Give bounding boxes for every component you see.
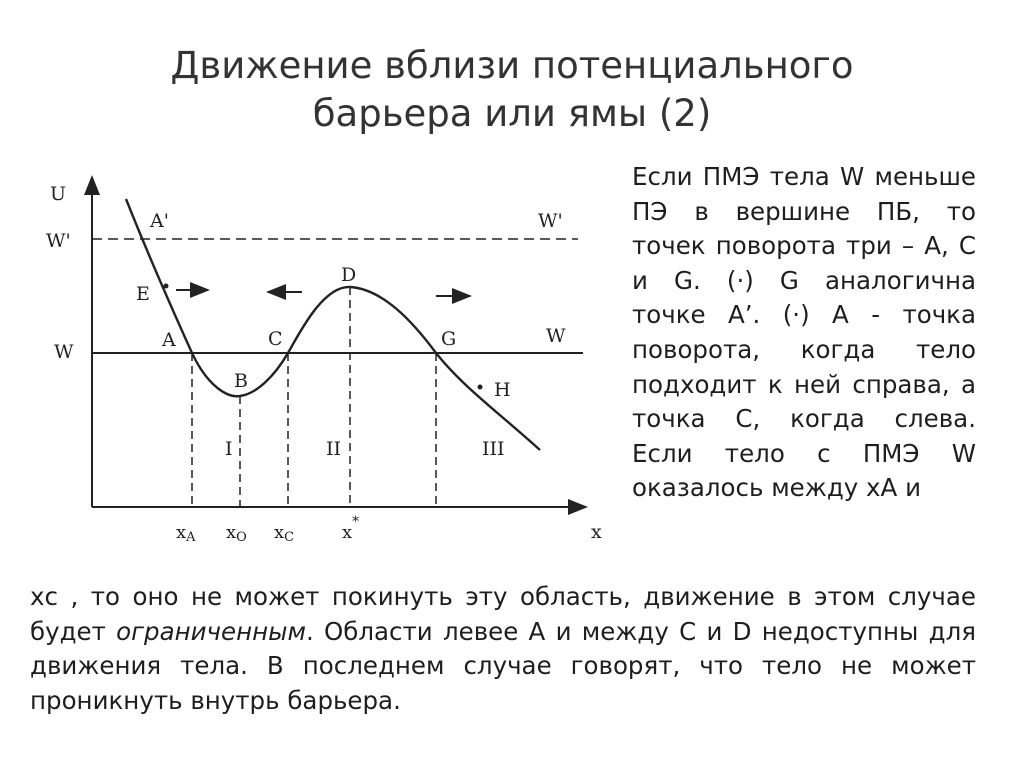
region-1: I [225, 438, 233, 460]
tick-xa: xA [176, 522, 196, 545]
region-3: III [482, 438, 505, 460]
side-paragraph: Если ПМЭ тела W меньше ПЭ в вершине ПБ, то точек поворота три – А, С и G. (·) G аналогична точке А’. (·) А - точка поворота, когда тело подходит к ней справа, а точка С, когда слева. Если тело с ПМЭ W оказалось между xА и [632, 162, 976, 503]
label-g: G [441, 328, 457, 350]
potential-curve [126, 199, 540, 450]
y-axis-label: U [50, 183, 67, 205]
label-c: C [268, 328, 283, 350]
label-e: E [136, 283, 150, 305]
slide-title [60, 42, 964, 138]
bottom-text-after: . Области левее А и между С и D недоступны для движения тела. В последнем случае говорят, что тело не может проникнуть внутрь барьера. [30, 616, 976, 715]
label-a-prime: A' [150, 210, 169, 232]
x-axis-label: x [591, 521, 602, 543]
title-line-1: Движение вблизи потенциального [170, 44, 854, 87]
label-d: D [341, 264, 357, 286]
region-2: II [326, 438, 342, 460]
label-w-prime: W' [46, 230, 71, 252]
tick-xo: xO [226, 522, 247, 545]
label-a: A [162, 329, 176, 351]
label-b: B [234, 370, 248, 392]
label-w-right: W [546, 325, 566, 347]
point-e-dot [164, 284, 169, 289]
bottom-text-before: xс , то оно не может покинуть эту область, движение в этом случае будет [30, 582, 976, 646]
tick-xc: xC [274, 522, 295, 545]
label-w: W [54, 341, 74, 363]
label-h: H [494, 379, 511, 401]
tick-xstar: x* [342, 514, 360, 543]
bottom-text-emphasis: ограниченным [116, 616, 306, 646]
bottom-paragraph [30, 580, 976, 718]
title-line-2: барьера или ямы (2) [312, 92, 712, 135]
potential-diagram [38, 172, 618, 547]
point-h-dot [478, 385, 483, 390]
label-w-prime-right: W' [538, 210, 563, 232]
